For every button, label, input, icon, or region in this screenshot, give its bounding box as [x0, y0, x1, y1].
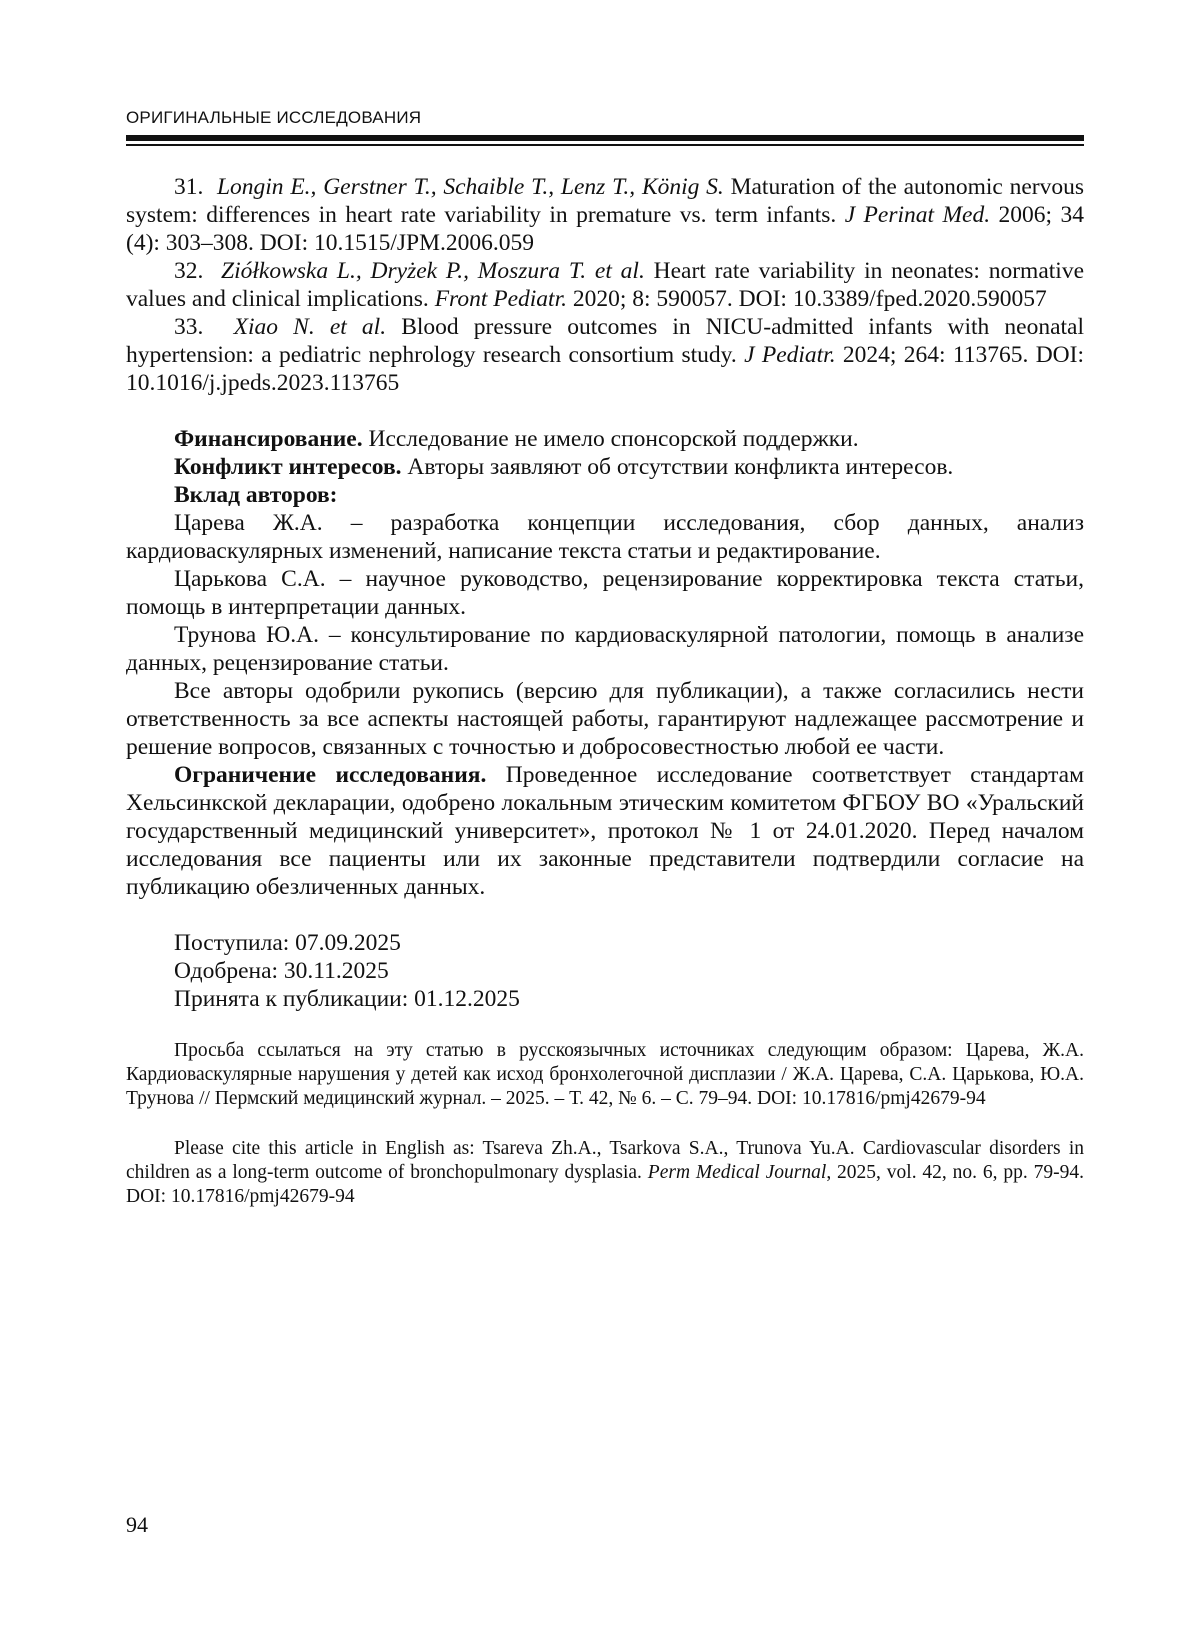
section-header: ОРИГИНАЛЬНЫЕ ИССЛЕДОВАНИЯ [126, 108, 422, 127]
date-approved: Одобрена: 30.11.2025 [174, 958, 389, 984]
date-received: Поступила: 07.09.2025 [174, 930, 401, 956]
citation-english: Please cite this article in English as: Tsareva Zh.A., Tsarkova S.A., Trunova Yu.A. Cardiovascular disorders in children as a long-term outcome of bronchopulmonary dysplasia. Perm Medical Journal, 2025, vol. 42, no. 6, pp. 79-94. DOI: 10.17816/pmj42679-94 [126, 1138, 1084, 1207]
reference-31: 31. Longin E., Gerstner T., Schaible T., Lenz T., König S. Maturation of the autonomic nervous system: differences in heart rate variability in premature vs. term infants. J Perinat Med. 2006; 34 (4): 303–308. DOI: 10.1515/JPM.2006.059 [126, 174, 1085, 256]
reference-32: 32. Ziółkowska L., Dryżek P., Moszura T. et al. Heart rate variability in neonates: normative values and clinical implications. Front Pediatr. 2020; 8: 590057. DOI: 10.3389/fped.2020.590057 [126, 258, 1085, 312]
limitations-statement: Ограничение исследования. Проведенное исследование соответствует стандартам Хельсинкской декларации, одобрено локальным этическим комитетом ФГБОУ ВО «Уральский государственный медицинский университет», протокол № 1 от 24.01.2020. Перед началом исследования все пациенты или их законные представители подтвердили согласие на публикацию обезличенных данных. [126, 762, 1084, 900]
contribution-item: Трунова Ю.А. – консультирование по кардиоваскулярной патологии, помощь в анализе данных, рецензирование статьи. [126, 622, 1084, 676]
page-number: 94 [126, 1512, 148, 1537]
conflict-statement: Конфликт интересов. Авторы заявляют об отсутствии конфликта интересов. [174, 454, 954, 480]
header-rule-thick [126, 135, 1084, 141]
reference-33: 33. Xiao N. et al. Blood pressure outcomes in NICU-admitted infants with neonatal hypertension: a pediatric nephrology research consortium study. J Pediatr. 2024; 264: 113765. DOI: 10.1016/j.jpeds.2023.113765 [126, 314, 1085, 396]
article-body [126, 173, 1084, 1209]
contribution-item: Все авторы одобрили рукопись (версию для публикации), а также согласились нести ответственность за все аспекты настоящей работы, гарантируют надлежащее рассмотрение и решение вопросов, связанных с точностью и добросовестностью любой ее части. [126, 678, 1084, 760]
contributions-heading: Вклад авторов: [174, 482, 338, 508]
contribution-item: Царева Ж.А. – разработка концепции исследования, сбор данных, анализ кардиоваскулярных изменений, написание текста статьи и редактирование. [126, 510, 1084, 564]
header-rule-thin [126, 144, 1084, 146]
date-accepted: Принята к публикации: 01.12.2025 [174, 986, 520, 1012]
citation-russian: Просьба ссылаться на эту статью в русскоязычных источниках следующим образом: Царева, Ж.А. Кардиоваскулярные нарушения у детей как исход бронхолегочной дисплазии / Ж.А. Царева, С.А. Царькова, Ю.А. Трунова // Пермский медицинский журнал. – 2025. – Т. 42, № 6. – С. 79–94. DOI: 10.17816/pmj42679-94 [126, 1040, 1084, 1109]
contribution-item: Царькова С.А. – научное руководство, рецензирование корректировка текста статьи, помощь в интерпретации данных. [126, 566, 1084, 620]
funding-statement: Финансирование. Исследование не имело спонсорской поддержки. [174, 426, 859, 452]
